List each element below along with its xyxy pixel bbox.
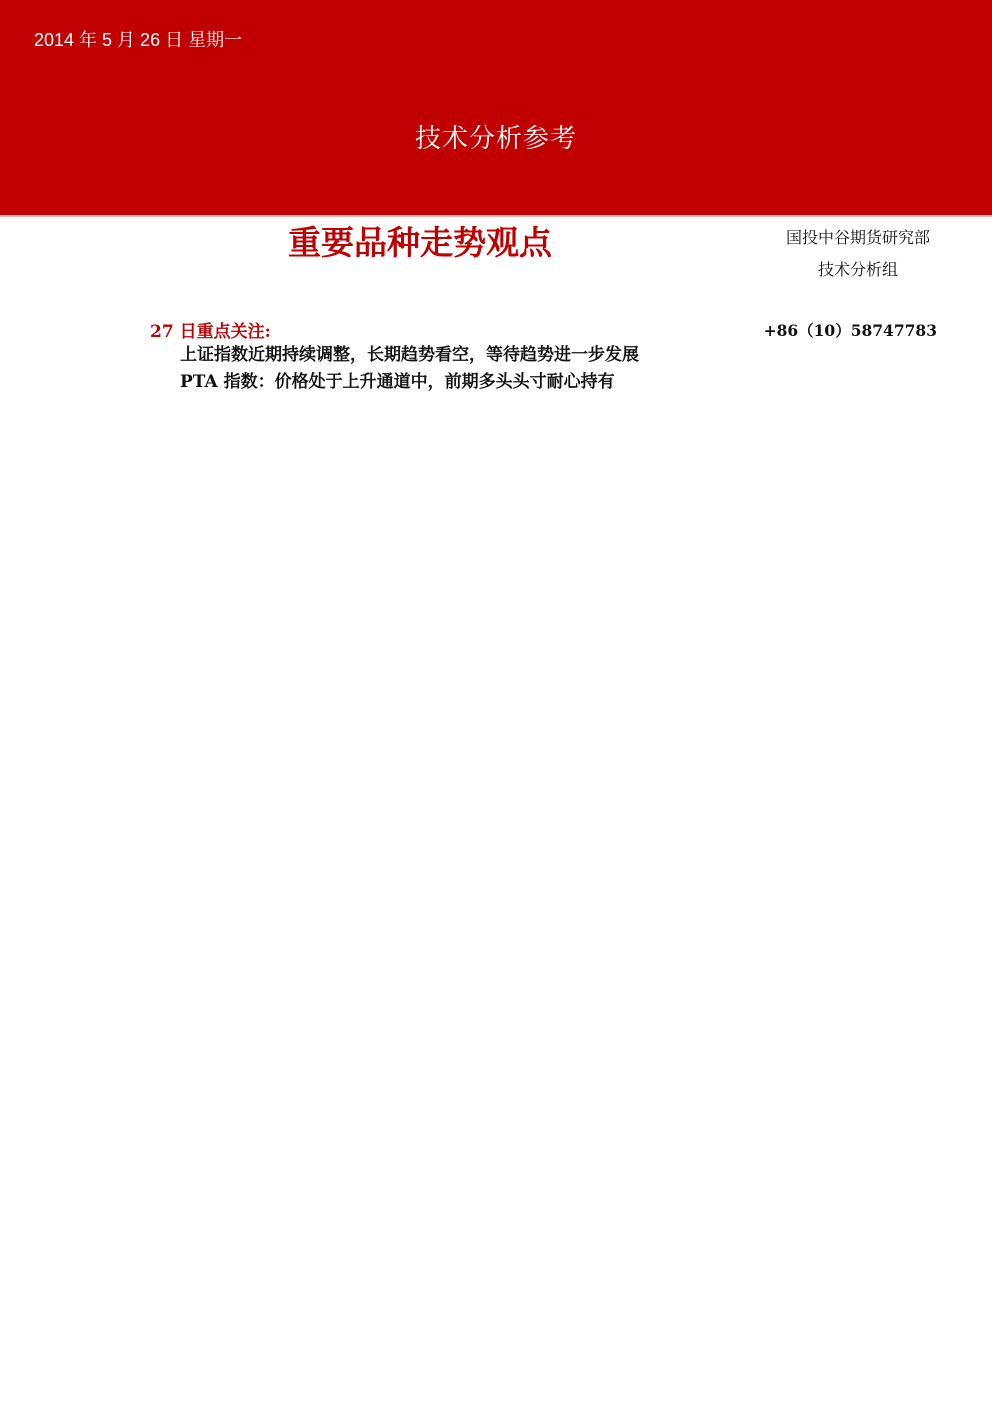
focus-heading: 27 日重点关注: xyxy=(150,322,271,342)
contact-phone: +86（10）58747783 xyxy=(763,321,937,340)
group-name: 技术分析组 xyxy=(817,260,898,279)
focus-list xyxy=(180,342,639,396)
report-title: 技术分析参考 xyxy=(414,124,577,154)
list-item: PTA 指数：价格处于上升通道中，前期多头头寸耐心持有 xyxy=(180,372,615,392)
header-banner xyxy=(0,0,992,215)
section-headline: 重要品种走势观点 xyxy=(288,223,552,262)
list-item: 上证指数近期持续调整，长期趋势看空，等待趋势进一步发展 xyxy=(180,345,639,365)
department-name: 国投中谷期货研究部 xyxy=(785,228,930,247)
department-block xyxy=(760,222,956,286)
report-date: 2014 年 5 月 26 日 星期一 xyxy=(34,30,243,50)
